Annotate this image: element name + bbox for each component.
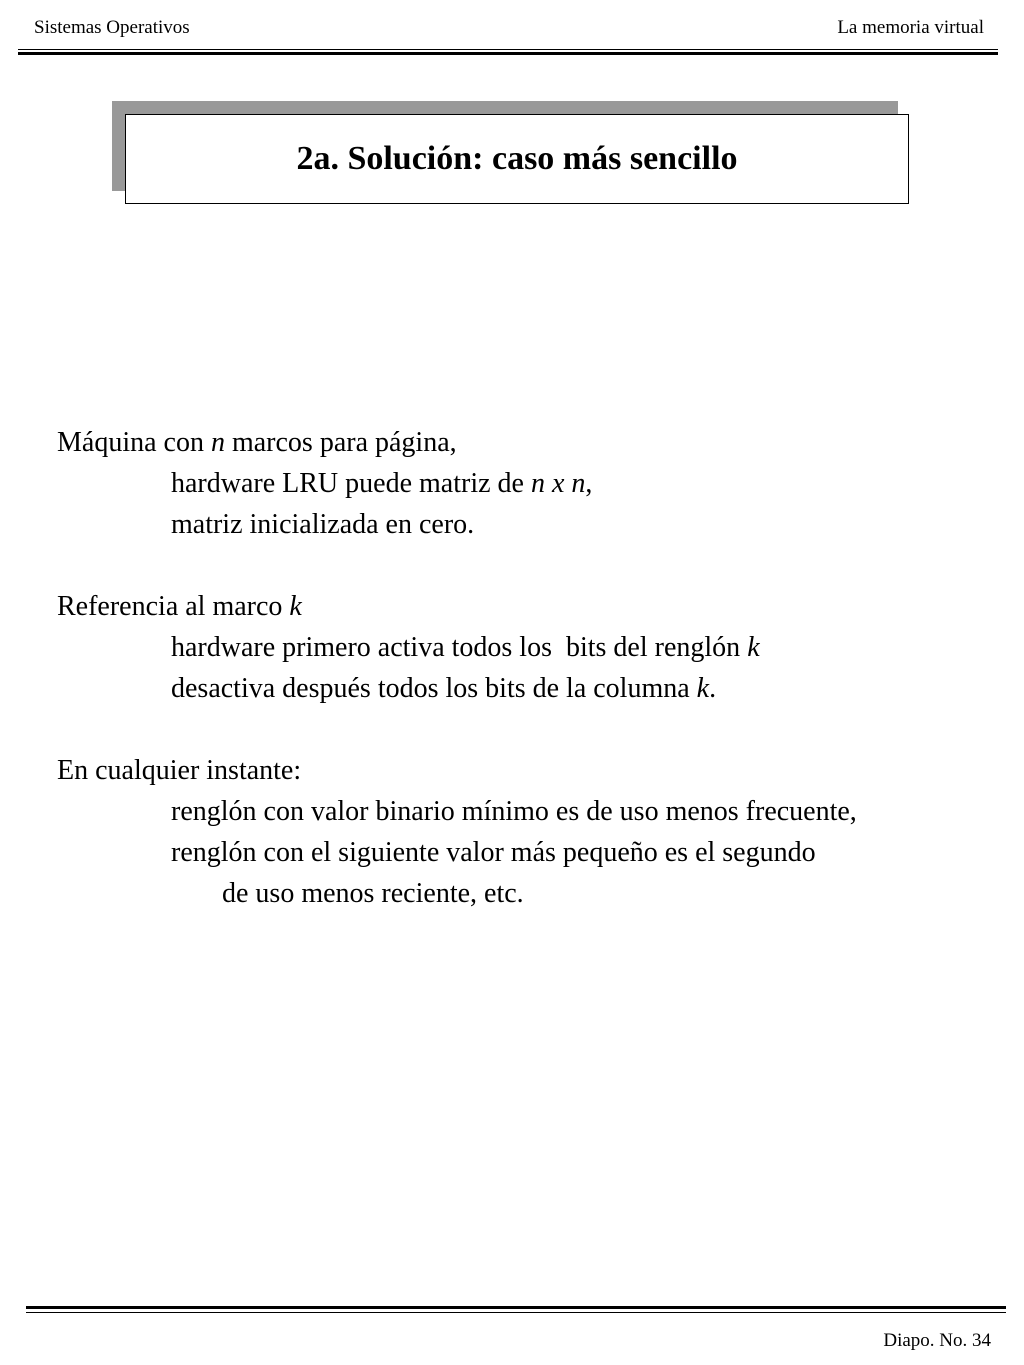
slide-body <box>57 422 1017 914</box>
body-line: matriz inicializada en cero. <box>171 509 475 540</box>
footer-rule-thick <box>26 1306 1006 1309</box>
footer-rule-thin <box>26 1312 1006 1313</box>
body-line: renglón con valor binario mínimo es de uso menos frecuente, <box>171 796 857 827</box>
header-rule-thin <box>18 49 998 50</box>
slide-number: Diapo. No. 34 <box>883 1330 991 1351</box>
header-course: Sistemas Operativos <box>34 17 190 38</box>
body-line: hardware LRU puede matriz de n x n, <box>171 468 593 499</box>
header-rule-thick <box>18 52 998 55</box>
body-line: En cualquier instante: <box>57 755 302 786</box>
body-line: Máquina con n marcos para página, <box>57 427 457 458</box>
header-topic: La memoria virtual <box>837 17 984 38</box>
body-line: renglón con el siguiente valor más pequeño es el segundo <box>171 837 816 868</box>
slide-title: 2a. Solución: caso más sencillo <box>296 140 738 177</box>
body-line: Referencia al marco k <box>57 591 302 622</box>
title-box <box>125 114 909 204</box>
body-line: hardware primero activa todos los bits del renglón k <box>171 632 760 663</box>
body-line: desactiva después todos los bits de la columna k. <box>171 673 717 704</box>
body-line: de uso menos reciente, etc. <box>222 878 524 909</box>
